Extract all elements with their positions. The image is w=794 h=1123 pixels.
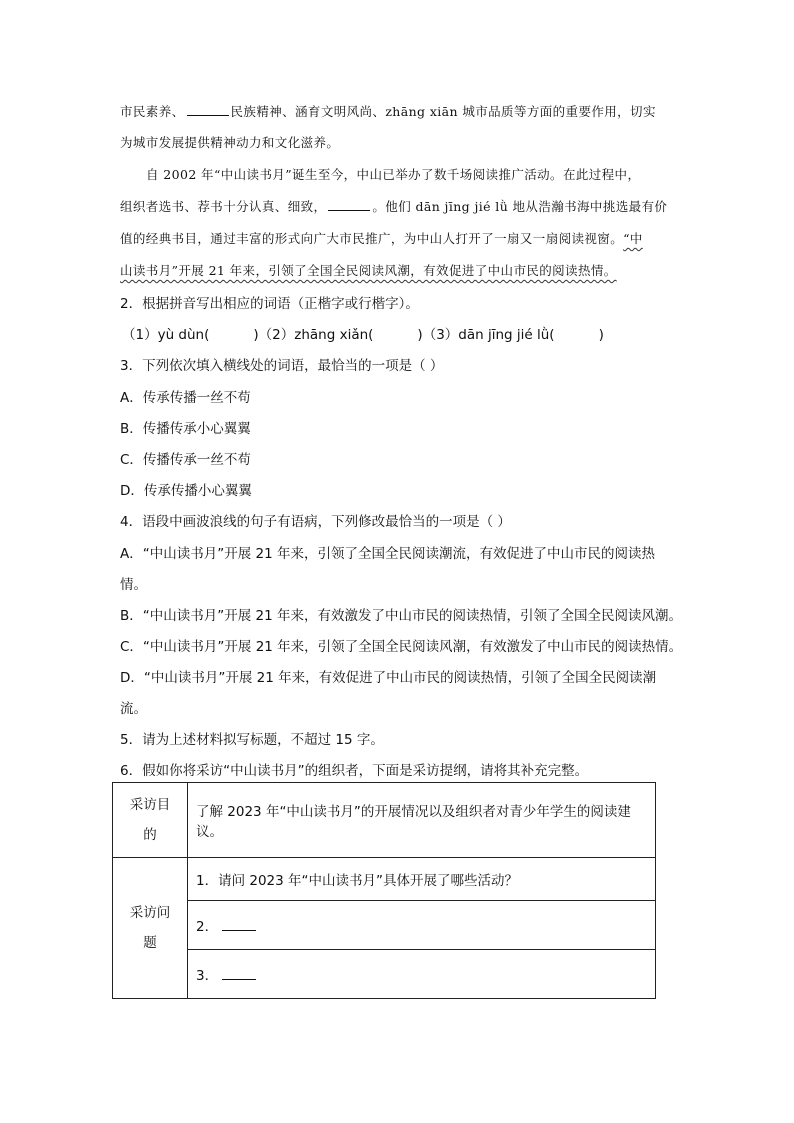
question-3-stem: 3．下列依次填入横线处的词语，最恰当的一项是（ ）: [120, 358, 444, 374]
question-2-items: [122, 323, 604, 343]
question-3-cell[interactable]: [188, 950, 656, 999]
questions-label-cell: [113, 858, 188, 999]
purpose-text-cell: 了解 2023 年“中山读书月”的开展情况以及组织者对青少年学生的阅读建议。: [188, 783, 656, 858]
q2-item-3-close: ): [598, 327, 604, 343]
question-2-cell[interactable]: [188, 901, 656, 950]
question-2-stem: 2．根据拼音写出相应的词语（正楷字或行楷字）。: [120, 296, 419, 312]
wavy-underlined-sentence-start: “中: [623, 231, 643, 246]
passage-line-2: 为城市发展提供精神动力和文化滋养。: [120, 135, 340, 150]
question-5-stem: 5．请为上述材料拟写标题，不超过 15 字。: [120, 732, 384, 748]
passage-line-4: [120, 191, 667, 222]
q4-option-b[interactable]: B．“中山读书月”开展 21 年来，有效激发了中山市民的阅读热情，引领了全国全民阅读风潮。: [120, 608, 683, 624]
passage-line-3: 自 2002 年“中山读书月”诞生至今，中山已举办了数千场阅读推广活动。在此过程中，: [146, 167, 641, 182]
questions-label-line-1: 采访问: [129, 905, 171, 921]
passage-line-4-before: 组织者选书、荐书十分认真、细致，: [120, 199, 327, 214]
passage-line-1: [120, 96, 656, 127]
question-2-blank[interactable]: [222, 918, 256, 931]
q3-option-b[interactable]: B．传播传承小心翼翼: [120, 421, 251, 437]
passage-line-1-before: 市民素养、: [120, 104, 185, 119]
q2-item-1-label: （1）yù dùn(: [122, 327, 210, 343]
q4-option-a[interactable]: A．“中山读书月”开展 21 年来，引领了全国全民阅读潮流，有效促进了中山市民的阅读热: [120, 546, 655, 562]
q3-option-c[interactable]: C．传播传承一丝不苟: [120, 452, 251, 468]
q4-option-d[interactable]: D．“中山读书月”开展 21 年来，有效促进了中山市民的阅读热情，引领了全国全民阅读潮: [120, 670, 657, 686]
q2-item-1-close: ): [253, 327, 259, 343]
q4-option-d-cont: 流。: [120, 701, 147, 717]
answer-blank-1[interactable]: [187, 101, 229, 116]
wavy-underlined-sentence: 山读书月”开展 21 年来，引领了全国全民阅读风潮，有效促进了中山市民的阅读热情。: [120, 263, 617, 278]
q3-option-d[interactable]: D．传承传播小心翼翼: [120, 483, 252, 499]
question-6-stem: 6．假如你将采访“中山读书月”的组织者，下面是采访提纲，请将其补充完整。: [120, 763, 589, 779]
q4-option-a-cont: 情。: [120, 577, 147, 593]
table-row-purpose: [113, 783, 656, 858]
q2-item-2-label: （2）zhāng xiǎn(: [258, 327, 374, 343]
question-3-number: 3．: [196, 968, 219, 984]
question-1-cell: 1．请问 2023 年“中山读书月”具体开展了哪些活动？: [188, 858, 656, 901]
question-3-blank[interactable]: [222, 967, 256, 980]
passage-line-5-normal: 值的经典书目，通过丰富的形式向广大市民推广，为中山人打开了一扇又一扇阅读视窗。: [120, 231, 624, 246]
passage-line-4-after: 。他们 dān jīng jié lǜ 地从浩瀚书海中挑选最有价: [372, 199, 668, 214]
q3-option-a[interactable]: A．传承传播一丝不苟: [120, 390, 251, 406]
purpose-label-cell: [113, 783, 188, 858]
interview-outline-table: [112, 782, 656, 999]
table-row-question-2: [113, 901, 656, 950]
questions-label-line-2: 题: [143, 935, 157, 951]
question-2-number: 2．: [196, 919, 219, 935]
table-row-question-3: [113, 950, 656, 999]
q2-item-3-label: （3）dān jīng jié lǜ(: [422, 327, 555, 343]
purpose-label-line-1: 采访目: [129, 797, 171, 813]
q4-option-c[interactable]: C．“中山读书月”开展 21 年来，引领了全国全民阅读风潮，有效激发了中山市民的阅读热情。: [120, 639, 683, 655]
answer-blank-2[interactable]: [328, 196, 370, 211]
passage-line-1-after: 民族精神、涵育文明风尚、zhāng xiān 城市品质等方面的重要作用，切实: [230, 104, 656, 119]
table-row-question-1: [113, 858, 656, 901]
passage-line-5: [120, 223, 643, 254]
purpose-label-line-2: 的: [143, 827, 157, 843]
q2-item-2-close: ): [417, 327, 423, 343]
question-4-stem: 4．语段中画波浪线的句子有语病，下列修改最恰当的一项是（ ）: [120, 514, 511, 530]
